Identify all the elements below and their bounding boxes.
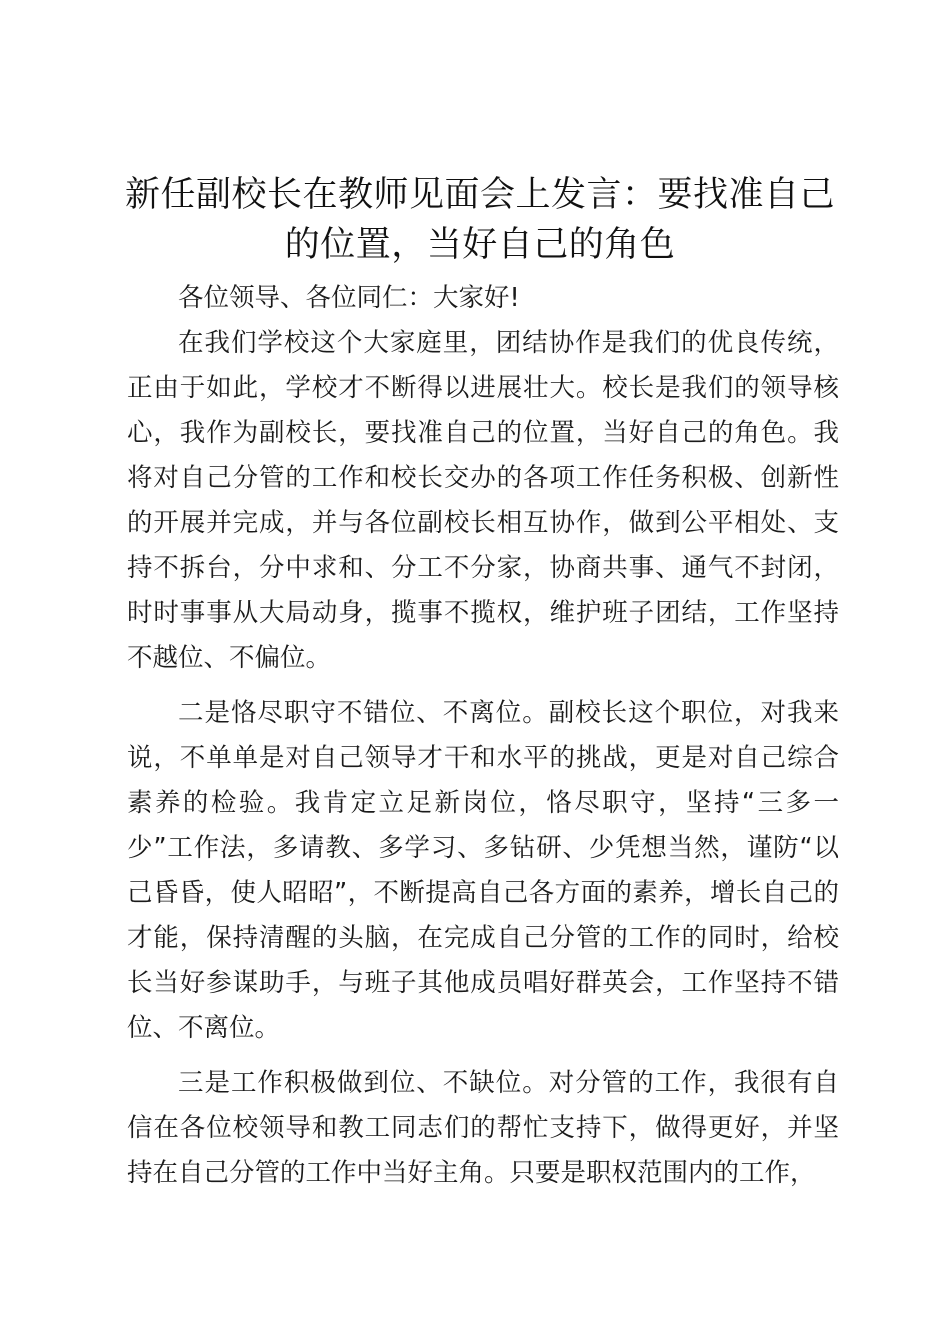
paragraph-spacer <box>127 681 839 691</box>
paragraph-2: 二是恪尽职守不错位、不离位。副校长这个职位，对我来说，不单单是对自己领导才干和水平的挑战，更是对自己综合素养的检验。我肯定立足新岗位，恪尽职守，坚持“三多一少”工作法，多请教、多学习、多钻研、少凭想当然，谨防“以己昏昏，使人昭昭”，不断提高自己各方面的素养，增长自己的才能，保持清醒的头脑，在完成自己分管的工作的同时，给校长当好参谋助手，与班子其他成员唱好群英会，工作坚持不错位、不离位。 <box>127 698 839 1043</box>
document-title: 新任副校长在教师见面会上发言：要找准自己的位置，当好自己的角色 <box>124 175 835 265</box>
paragraph-1: 在我们学校这个大家庭里，团结协作是我们的优良传统，正由于如此，学校才不断得以进展壮大。校长是我们的领导核心，我作为副校长，要找准自己的位置，当好自己的角色。我将对自己分管的工作和校长交办的各项工作任务积极、创新性的开展并完成，并与各位副校长相互协作，做到公平相处、支持不拆台，分中求和、分工不分家，协商共事、通气不封闭，时时事事从大局动身，揽事不揽权，维护班子团结，工作坚持不越位、不偏位。 <box>127 328 839 673</box>
document-body <box>127 276 839 1196</box>
paragraph-spacer <box>127 1051 839 1061</box>
paragraph-3: 三是工作积极做到位、不缺位。对分管的工作，我很有自信在各位校领导和教工同志们的帮忙支持下，做得更好，并坚持在自己分管的工作中当好主角。只要是职权范围内的工作， <box>127 1068 839 1188</box>
greeting-paragraph: 各位领导、各位同仁：大家好! <box>178 283 520 313</box>
